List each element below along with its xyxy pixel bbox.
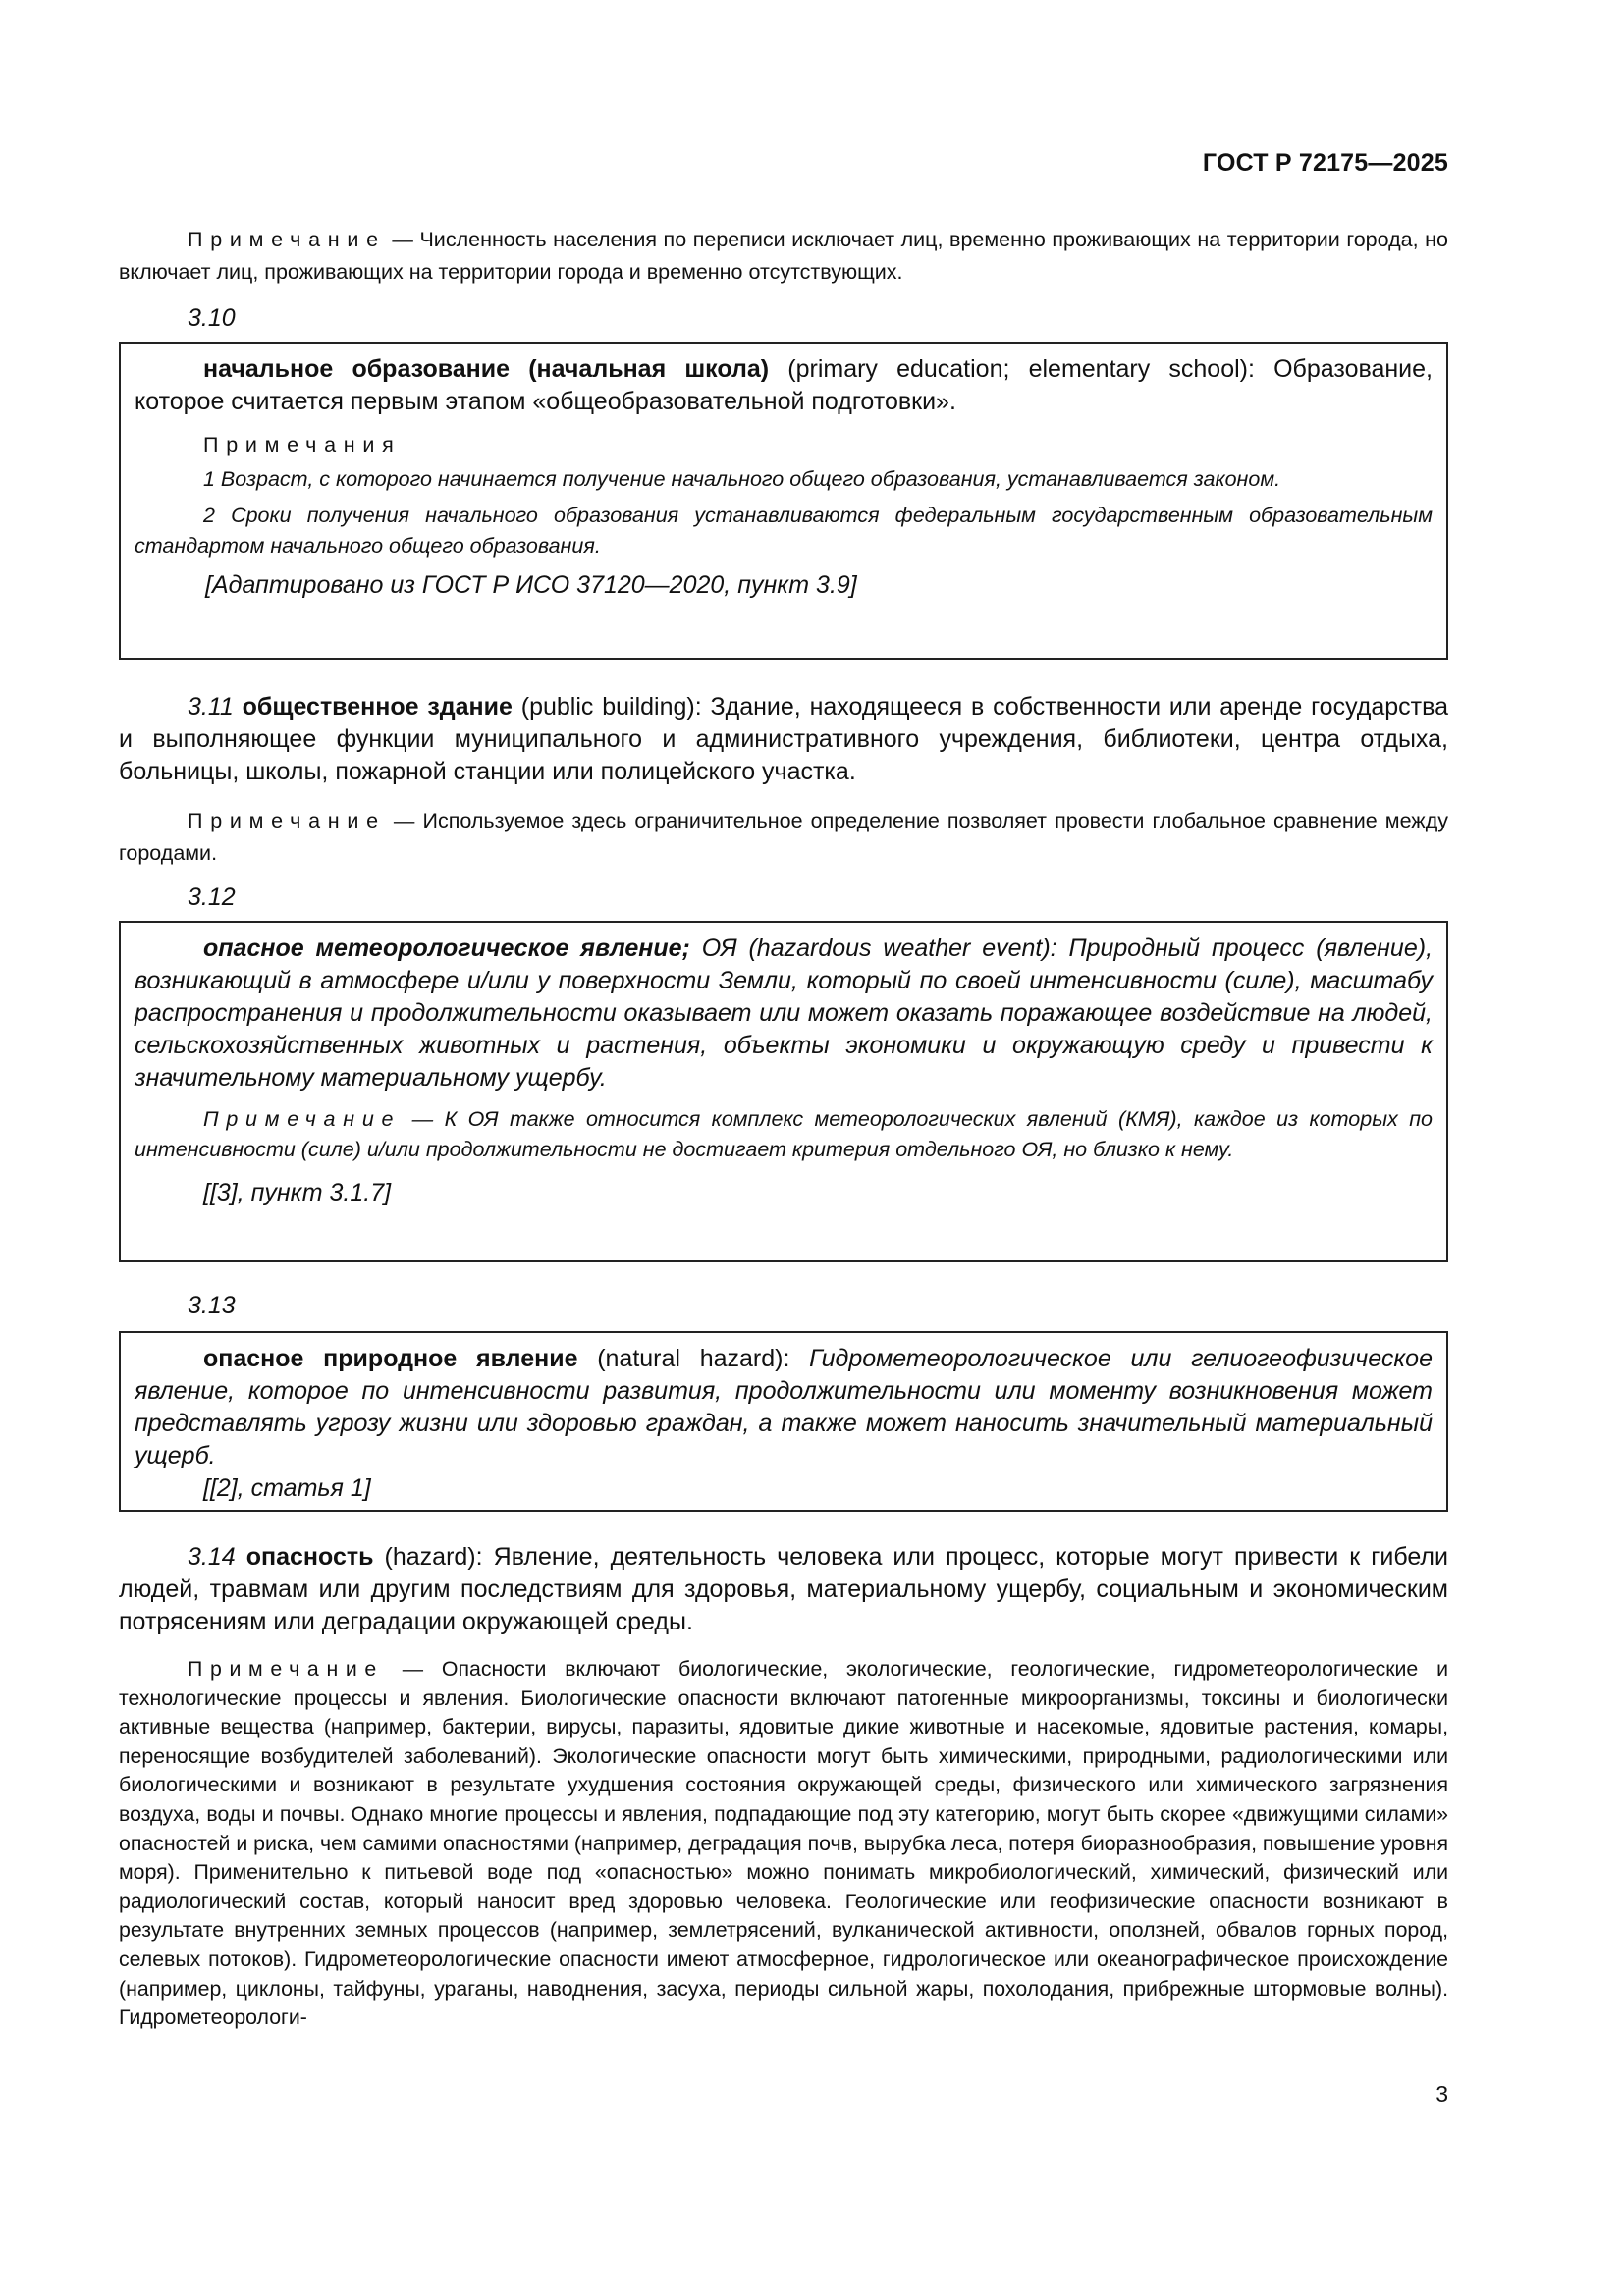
note bbox=[135, 1104, 1433, 1165]
note-2: 2 Сроки получения начального образования устанавливаются федеральным государственным образовательным стандартом начального общего образования. bbox=[135, 504, 1433, 558]
term-text: Явление, деятельность человека или процесс, которые могут привести к гибели людей, травмам или другим последствиям для здоровья, материальному ущербу, социальным и экономическим потрясениям или деградации окружающей среды. bbox=[119, 1543, 1448, 1635]
note-1: 1 Возраст, с которого начинается получение начального общего образования, устанавливается законом. bbox=[203, 467, 1281, 491]
term-number: 3.14 bbox=[188, 1543, 236, 1571]
term-name: опасность bbox=[245, 1543, 374, 1571]
term-number: 3.11 bbox=[188, 693, 234, 721]
note-public-building bbox=[119, 805, 1448, 870]
term-3-14 bbox=[119, 1541, 1448, 1638]
term-name: общественное здание bbox=[242, 693, 513, 721]
term-box-3-13 bbox=[119, 1331, 1448, 1512]
note-text: — Используемое здесь ограничительное определение позволяет провести глобальное сравнение между городами. bbox=[119, 809, 1448, 865]
term-source: [Адаптировано из ГОСТ Р ИСО 37120—2020, пункт 3.9] bbox=[205, 571, 857, 599]
term-english: (public building): bbox=[512, 693, 711, 721]
term-english: ОЯ (hazardous weather event): bbox=[689, 934, 1069, 962]
note-label: Примечание bbox=[188, 1657, 384, 1681]
term-english: (hazard): bbox=[373, 1543, 494, 1571]
term-source: [[3], пункт 3.1.7] bbox=[203, 1179, 392, 1206]
term-name: опасное метеорологическое явление; bbox=[203, 934, 690, 962]
term-number-3-12: 3.12 bbox=[188, 883, 236, 911]
note-population bbox=[119, 224, 1448, 289]
note-label: Примечание bbox=[188, 809, 386, 832]
term-number-3-10: 3.10 bbox=[188, 304, 236, 332]
note-text: — К ОЯ также относится комплекс метеорологических явлений (КМЯ), каждое из которых по интенсивности (силе) и/или продолжительности не достигает критерия отдельного ОЯ, но близко к нему. bbox=[135, 1107, 1433, 1161]
term-source: [[2], статья 1] bbox=[203, 1474, 371, 1502]
notes-heading: Примечания bbox=[203, 433, 402, 456]
term-text: Здание, находящееся в собственности или аренде государства и выполняющее функции муниципального и административного учреждения, библиотеки, центра отдыха, больницы, школы, пожарной станции или полицейского участка. bbox=[119, 693, 1449, 785]
term-name: начальное образование (начальная школа) bbox=[203, 355, 770, 383]
term-name: опасное природное явление bbox=[203, 1345, 578, 1372]
term-definition bbox=[135, 1343, 1433, 1472]
page-number: 3 bbox=[1435, 2081, 1448, 2107]
term-text: Гидрометеорологическое или гелиогеофизическое явление, которое по интенсивности развития, продолжительности или моменту возникновения может представлять угрозу жизни или здоровью граждан, а также может наносить значительный материальный ущерб. bbox=[135, 1345, 1433, 1469]
term-text: Природный процесс (явление), возникающий в атмосфере и/или у поверхности Земли, который по своей интенсивности (силе), масштабу распространения и продолжительности оказывает или может оказать поражающее воздействие на людей, сельскохозяйственных животных и растения, объекты экономики и окружающую среду и привести к значительному материальному ущербу. bbox=[135, 934, 1434, 1092]
note-text: — Численность населения по переписи исключает лиц, временно проживающих на территории города, но включает лиц, проживающих на территории города и временно отсутствующих. bbox=[119, 228, 1448, 284]
term-box-3-12 bbox=[119, 921, 1448, 1262]
term-definition bbox=[135, 933, 1433, 1095]
term-3-11 bbox=[119, 691, 1448, 788]
term-number-3-13: 3.13 bbox=[188, 1292, 236, 1319]
note-label: Примечание bbox=[188, 228, 386, 251]
term-english: (natural hazard): bbox=[577, 1345, 810, 1372]
note-label: Примечание bbox=[203, 1107, 402, 1131]
note-text: — Опасности включают биологические, экологические, геологические, гидрометеорологические и технологические процессы и явления. Биологические опасности включают патогенные микроорганизмы, токсины и биологически активные вещества (например, бактерии, вирусы, паразиты, ядовитые дикие животные и насекомые, ядовитые растения, комары, переносящие возбудителей заболеваний). Экологические опасности могут быть химическими, природными, радиологическими или биологическими и возникают в результате ухудшения состояния окружающей среды, физического или химического загрязнения воздуха, воды и почвы. Однако многие процессы и явления, подпадающие под эту категорию, могут быть скорее «движущими силами» опасностей и риска, чем самими опасностями (например, деградация почв, вырубка леса, потеря биоразнообразия, повышение уровня моря). Применительно к питьевой воде под «опасностью» можно понимать микробиологический, химический, физический или радиологический состав, который наносит вред здоровью человека. Геологические или геофизические опасности возникают в результате внутренних земных процессов (например, землетрясений, вулканической активности, оползней, обвалов горных пород, селевых потоков). Гидрометеорологические опасности имеют атмосферное, гидрологическое или океанографическое происхождение (например, циклоны, тайфуны, ураганы, наводнения, засуха, периоды сильной жары, похолодания, прибрежные штормовые волны). Гидрометеорологи- bbox=[119, 1657, 1448, 2030]
term-box-3-10 bbox=[119, 342, 1448, 660]
standard-designation: ГОСТ Р 72175—2025 bbox=[1202, 149, 1448, 177]
term-text: Образование, которое считается первым этапом «общеобразовательной подготовки». bbox=[135, 355, 1433, 415]
note-hazard bbox=[119, 1655, 1448, 2033]
term-english: (primary education; elementary school): bbox=[769, 355, 1274, 383]
term-definition bbox=[135, 353, 1433, 418]
